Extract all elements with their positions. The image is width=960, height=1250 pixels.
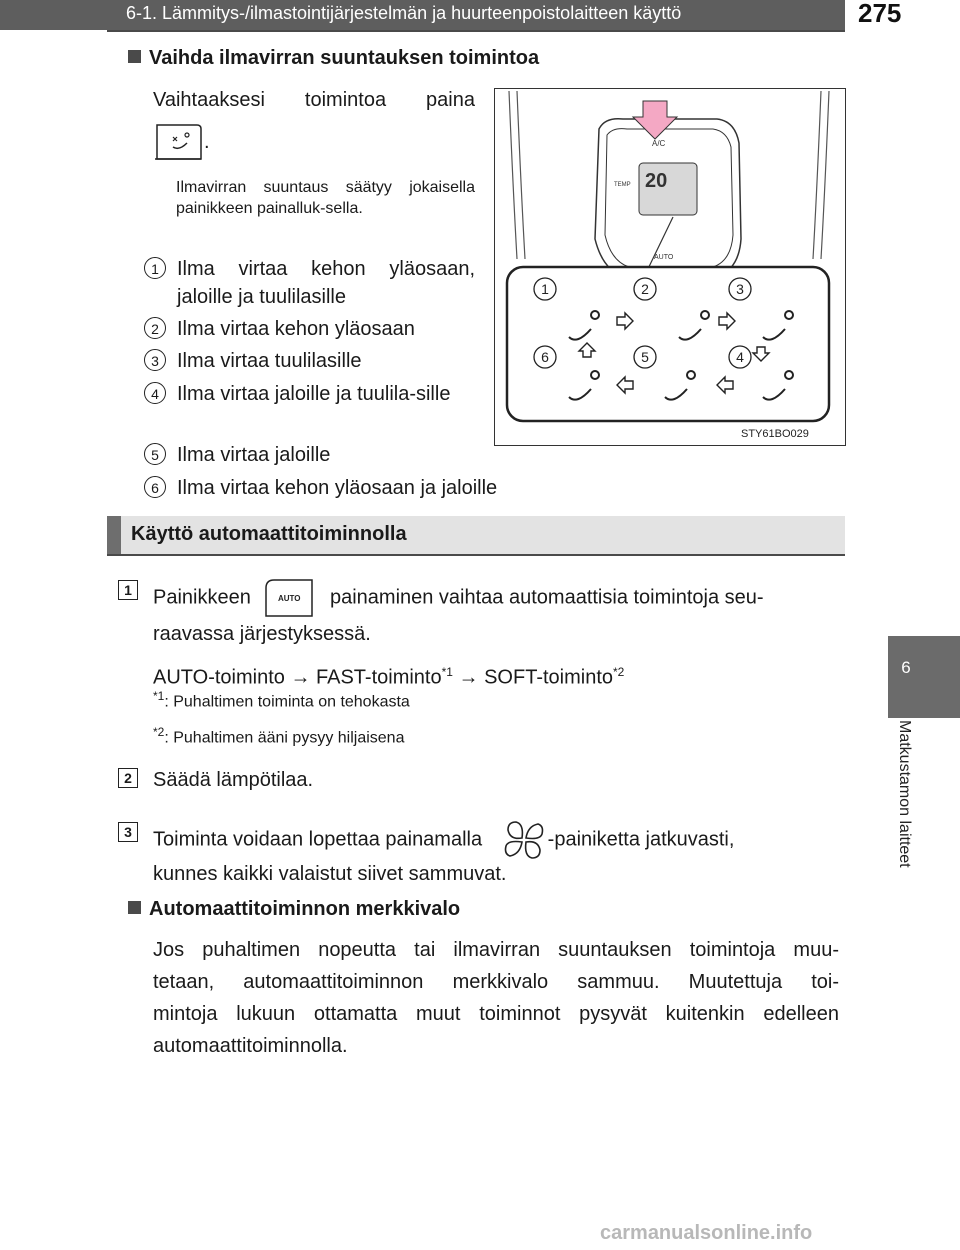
step2-text: Säädä lämpötilaa.: [153, 769, 314, 791]
mode-sequence: AUTO-toiminto → FAST-toiminto$^{*1}$ → SOFT-toiminto$^{*2}$: [153, 665, 625, 689]
footnote-1: $^{*1}$: Puhaltimen toiminta on tehokasta: [153, 689, 410, 711]
list-number: 4: [144, 382, 166, 404]
section-bar-title: Käyttö automaattitoiminnolla: [131, 523, 407, 545]
fan-icon: [502, 818, 546, 862]
chapter-tab-number: 6: [901, 658, 911, 677]
list-item: Ilma virtaa jaloille ja tuulila-sille: [177, 383, 451, 405]
list-item: Ilma virtaa kehon yläosaan: [177, 318, 415, 340]
list-item: Ilma virtaa jaloille: [177, 444, 331, 466]
auto-button-label: AUTO: [278, 594, 301, 603]
footnote-marker: *1: [441, 665, 453, 679]
panel-auto-label: AUTO: [654, 254, 674, 261]
climate-panel-illustration: [495, 89, 844, 444]
panel-display-readout: 20: [645, 170, 668, 192]
figure-callout: 2: [641, 281, 649, 297]
panel-ac-label: A/C: [652, 139, 666, 148]
list-item: Ilma virtaa kehon yläosaan ja jaloille: [177, 477, 498, 499]
header-title: 6-1. Lämmitys-/ilmastointijärjestelmän ja huurteenpoistolaitteen käyttö: [126, 3, 682, 23]
step-number: 3: [118, 822, 138, 842]
header-rule: [107, 30, 845, 32]
list-number: 3: [144, 349, 166, 371]
step-number: 1: [118, 580, 138, 600]
step1-line2: raavassa järjestyksessä.: [153, 623, 371, 645]
figure-callout: 1: [541, 281, 549, 297]
chapter-tab-label: Matkustamon laitteet: [896, 720, 913, 868]
square-bullet-icon: [128, 901, 141, 914]
panel-temp-label: TEMP: [614, 182, 631, 188]
airflow-mode-button-icon: [153, 121, 203, 161]
intro-period: .: [204, 131, 210, 153]
page-number: 275: [858, 0, 902, 28]
watermark: carmanualsonline.info: [600, 1222, 813, 1244]
figure-code: STY61BO029: [741, 428, 809, 440]
subsection-heading: Automaattitoiminnon merkkivalo: [128, 898, 460, 921]
list-item: Ilma virtaa kehon yläosaan, jaloille ja tuulilasille: [177, 258, 475, 308]
auto-button-icon: [264, 578, 316, 618]
figure-callout: 6: [541, 349, 549, 365]
step-number: 2: [118, 768, 138, 788]
footnote-2: $^{*2}$: Puhaltimen ääni pysyy hiljaisena: [153, 725, 405, 747]
section-bar-accent: [107, 516, 121, 554]
figure-callout: 4: [736, 349, 744, 365]
list-number: 6: [144, 476, 166, 498]
step3-line2: kunnes kaikki valaistut siivet sammuvat.: [153, 863, 507, 885]
airflow-note: Ilmavirran suuntaus säätyy jokaisella painikkeen painalluk-sella.: [176, 179, 475, 217]
list-number: 1: [144, 257, 166, 279]
list-number: 5: [144, 443, 166, 465]
step1-line1: Painikkeen AUTO painaminen vaihtaa automaattisia toimintoja seu-: [153, 578, 845, 618]
intro-text: Vaihtaaksesi toimintoa paina: [153, 89, 475, 111]
step3-line1: Toiminta voidaan lopettaa painamalla -painiketta jatkuvasti,: [153, 818, 845, 862]
indicator-paragraph: Jos puhaltimen nopeutta tai ilmavirran suuntauksen toimintoja muu- tetaan, automaattitoiminnon merkkivalo sammuu. Muutettuja toi- mintoja lukuun ottamatta muut toiminnot pysyvät kuitenkin edelleen automaattitoiminnolla.: [153, 939, 839, 1057]
figure-callout: 5: [641, 349, 649, 365]
square-bullet-icon: [128, 50, 141, 63]
climate-panel-figure: [494, 88, 846, 446]
figure-callout: 3: [736, 281, 744, 297]
list-item: Ilma virtaa tuulilasille: [177, 350, 362, 372]
section-heading-airflow: Vaihda ilmavirran suuntauksen toimintoa: [128, 47, 539, 70]
list-number: 2: [144, 317, 166, 339]
footnote-marker: *2: [613, 665, 625, 679]
